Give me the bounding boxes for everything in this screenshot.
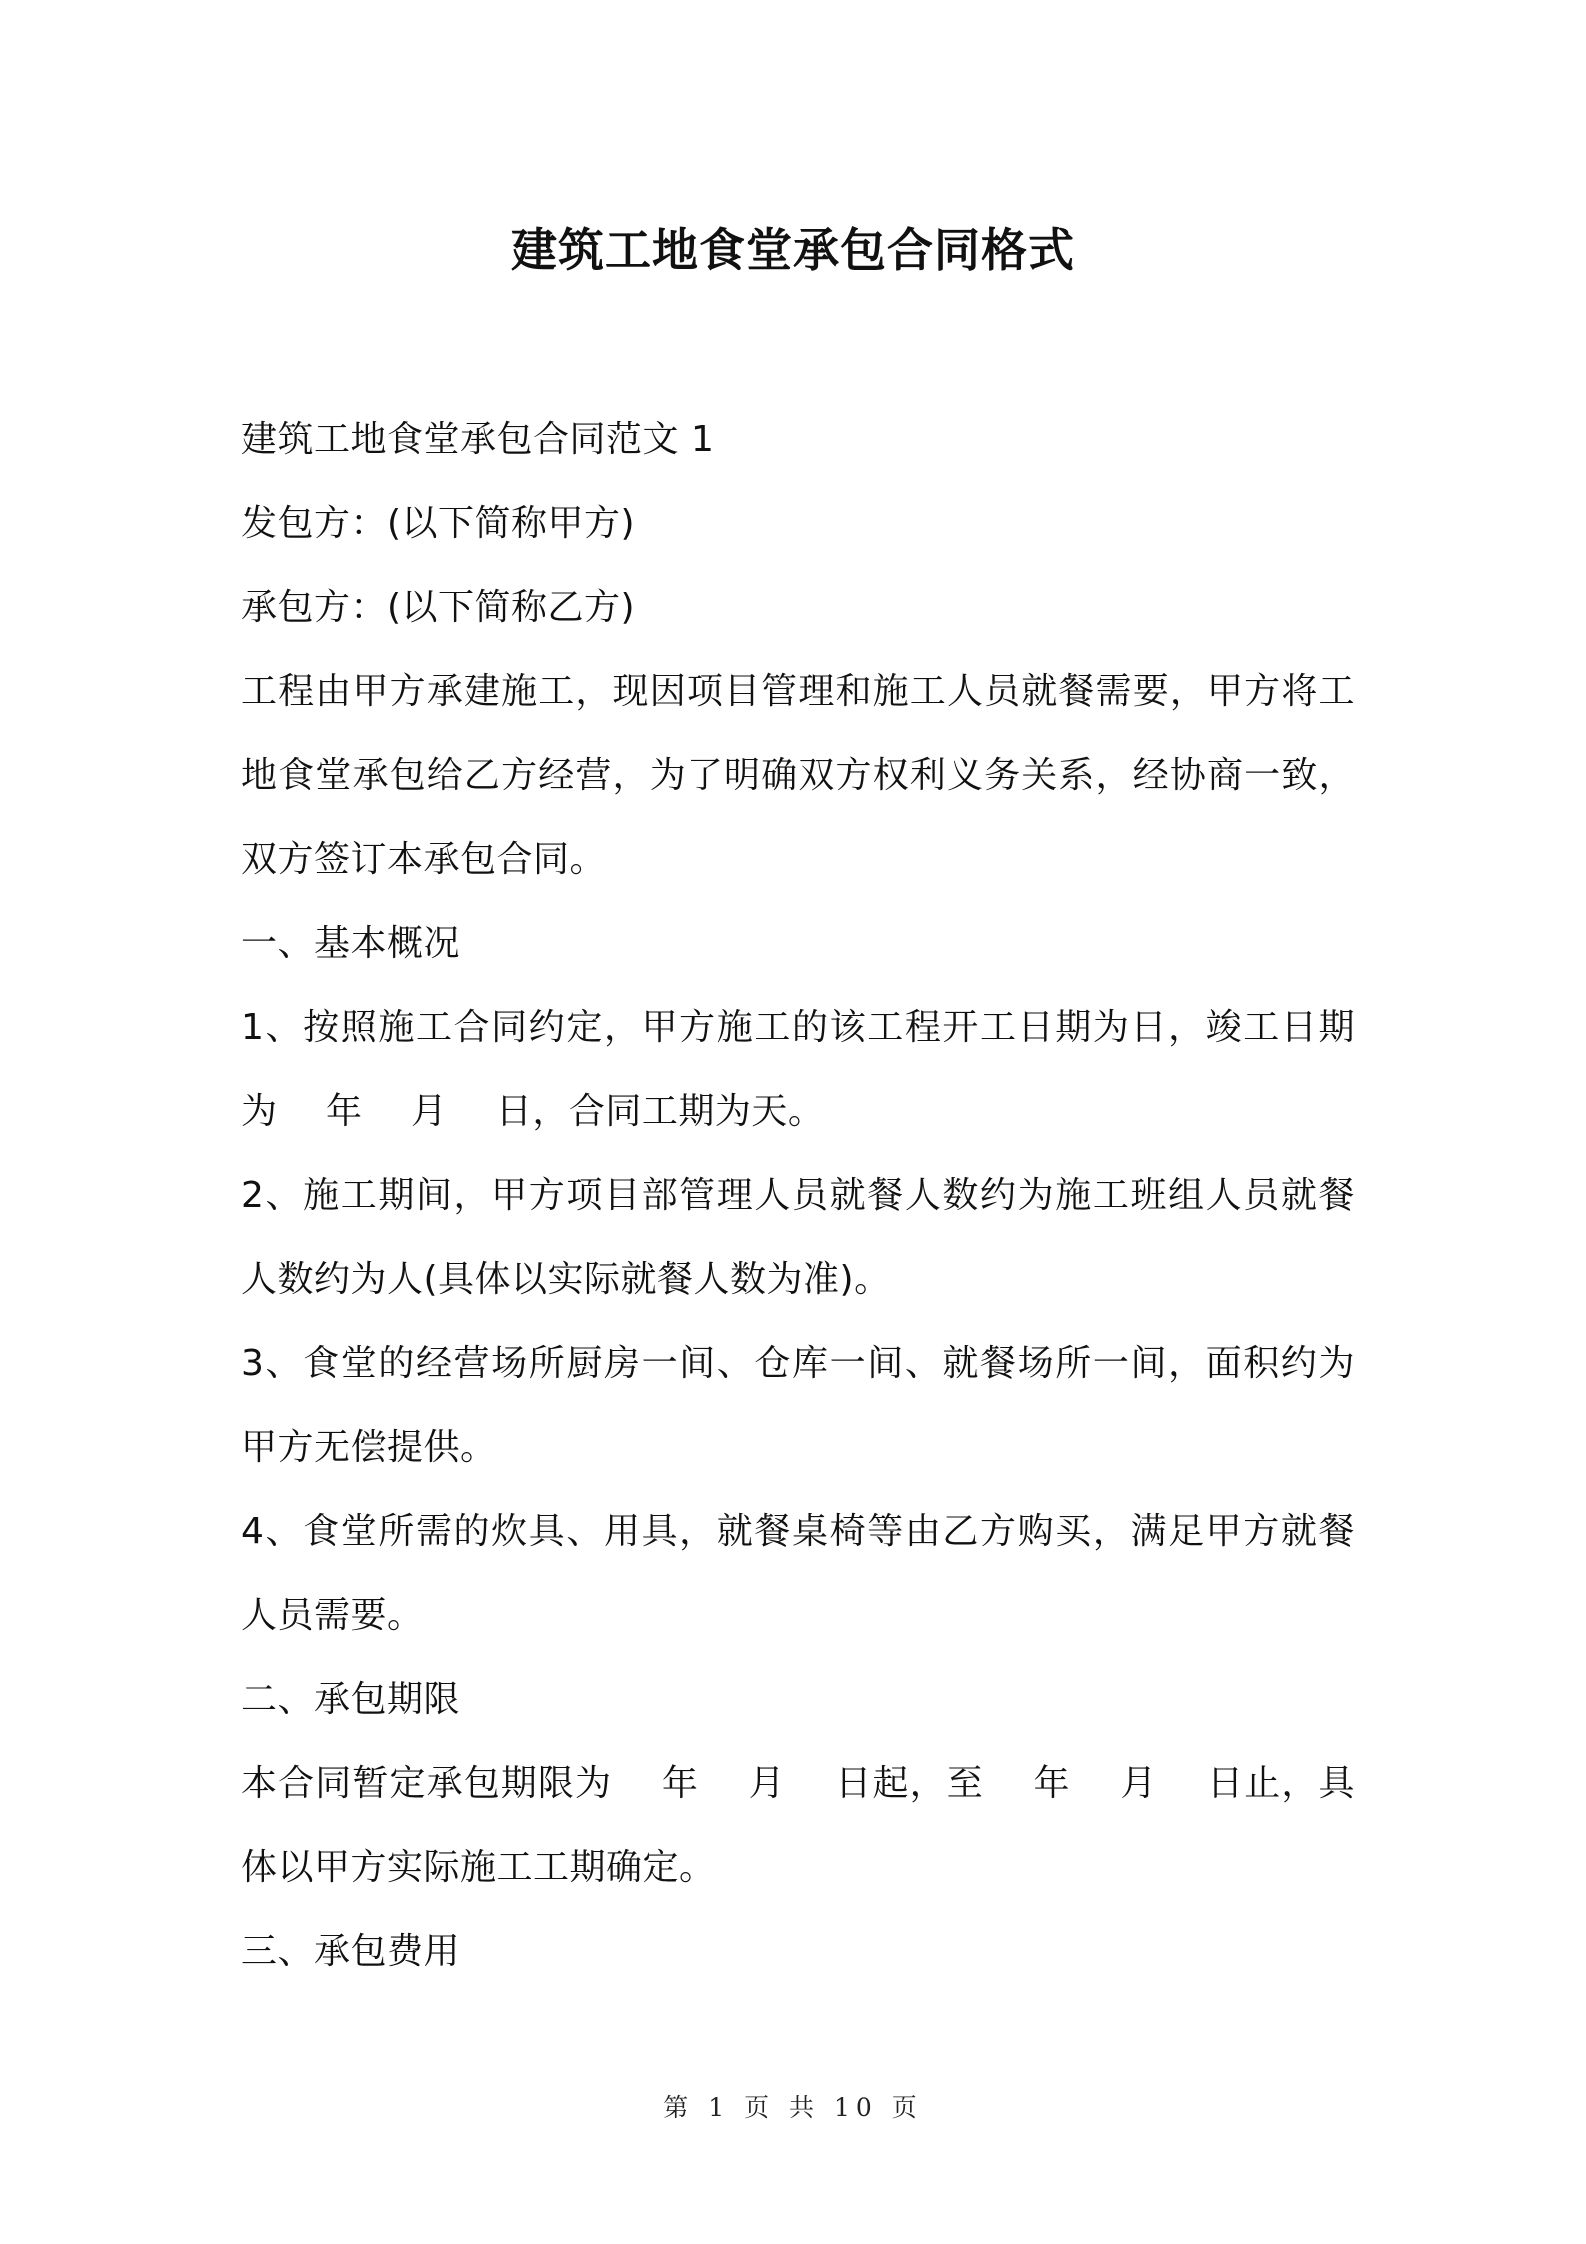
page-title: 建筑工地食堂承包合同格式 [511,223,1075,277]
paragraph-employer: 发包方：(以下简称甲方) [241,503,636,544]
section-heading-fee: 三、承包费用 [241,1931,461,1972]
section-heading-term: 二、承包期限 [241,1679,461,1720]
clause-3: 3、食堂的经营场所厨房一间、仓库一间、就餐场所一间，面积约为甲方无偿提供。 [241,1343,1355,1468]
paragraph-intro: 工程由甲方承建施工，现因项目管理和施工人员就餐需要，甲方将工地食堂承包给乙方经营，为了明确双方权利义务关系，经协商一致，双方签订本承包合同。 [241,671,1355,880]
clause-2: 2、施工期间，甲方项目部管理人员就餐人数约为施工班组人员就餐人数约为人(具体以实际就餐人数为准)。 [241,1175,1355,1300]
paragraph-contractor: 承包方：(以下简称乙方) [241,587,636,628]
clause-1: 1、按照施工合同约定，甲方施工的该工程开工日期为日，竣工日期为 年 月 日，合同工期为天。 [241,1007,1355,1132]
paragraph-subtitle: 建筑工地食堂承包合同范文 1 [241,419,715,460]
section-heading-basic: 一、基本概况 [241,923,461,964]
page-footer: 第 1 页 共 10 页 [663,2093,923,2122]
clause-4: 4、食堂所需的炊具、用具，就餐桌椅等由乙方购买，满足甲方就餐人员需要。 [241,1511,1355,1636]
paragraph-term: 本合同暂定承包期限为 年 月 日起，至 年 月 日止，具体以甲方实际施工工期确定。 [241,1763,1355,1888]
document-body [241,398,1355,1994]
